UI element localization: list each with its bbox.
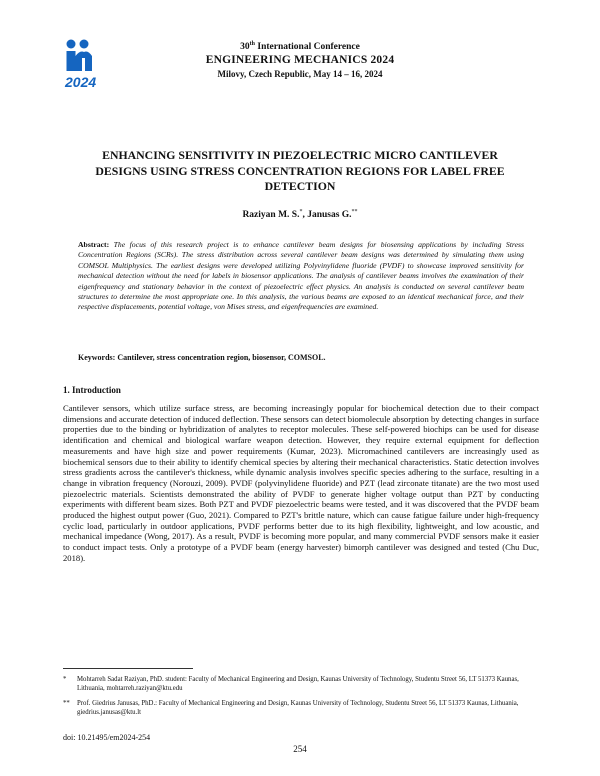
conference-edition: 30th International Conference [240, 41, 360, 53]
footnote [63, 675, 539, 693]
keywords: Keywords: Cantilever, stress concentration region, biosensor, COMSOL. [78, 353, 326, 362]
author-name: Janusas G. [307, 210, 352, 221]
abstract-text: The focus of this research project is to enhance cantilever beam designs for biosensing applications by including Stress Concentration Regions (SCRs). The stress distribution across several cantilever beam designs was determined by simulating them using COMSOL Multiphysics. The earliest designs were developed utilizing Polyvinylidene fluoride (PVDF) to showcase improved sensitivity for mechanical detection without the need for labels in biosensor applications. The analysis of cantilever beams involves the examination of their eigenfrequency and stationary behavior in the context of piezoelectric effect physics. An analysis is conducted on several cantilever beam structures to determine the most appropriate one. In this analysis, the various beams are exposed to an identical mechanical force, and their respective displacements, potential voltage, von Mises stress, and eigenfrequencies are examined. [78, 240, 524, 312]
author-name: Raziyan M. S. [242, 210, 300, 221]
paper-title: ENHANCING SENSITIVITY IN PIEZOELECTRIC MICRO CANTILEVER DESIGNS USING STRESS CONCENTRATION REGIONS FOR LABEL FREE DETECTION [95, 148, 505, 193]
abstract [78, 240, 524, 313]
section-heading: 1. Introduction [63, 385, 121, 395]
conference-place: Milovy, Czech Republic, May 14 – 16, 2024 [217, 69, 383, 80]
footnote-mark: ** [63, 700, 70, 707]
page-number: 254 [293, 744, 307, 754]
footnote [63, 699, 539, 717]
doi: doi: 10.21495/em2024-254 [63, 733, 151, 742]
author-mark: ** [351, 209, 358, 215]
section-body: Cantilever sensors, which utilize surface stress, are becoming increasingly popular for biochemical detection due to their compact dimensions and accurate detection of induced deflection. These sensors can detect biomolecule absorption by detecting changes in surface properties due to the binding or hybridization of analytes to receptor molecules. These self-powered biochips can be used for disease identification and chemical and biological warfare weapon detection. However, they require external equipment for deflection measurements and have high size and power requirements (Kumar, 2023). Micromachined cantilevers are increasingly used as biochemical sensors due to their ability to identify chemical species by altering their mechanical characteristics. Static detection involves stress gradients across the cantilever's thickness, while dynamic analysis involves specific species adhering to the surface, resulting in a change in vibration frequency (Norouzi, 2009). PVDF (polyvinylidene fluoride) and PZT (lead zirconate titanate) are the two most used piezoelectric materials. Scientists demonstrated the ability of PVDF to generate higher voltage output than PZT by conducting experiments with different beam sizes. Both PZT and PVDF piezoelectric beams were tested, and it was discovered that the PVDF beam produced the highest output power (Guo, 2021). Compared to PZT's brittle nature, which can cause fatigue failure under high-frequency cyclic load, particularly in outdoor applications, PVDF performs better due to its high flexibility, lightweight, and low acoustic, and mechanical impedance (Wong, 2017). As a result, PVDF is becoming more popular, and many commercial PVDF sensors make it easier to conduct impact tests. Only a prototype of a PVDF beam (energy harvester) bimorph cantilever was designed and tested (Chu Duc, 2018). [63, 403, 539, 563]
footnote-text: Mohtarreh Sadat Raziyan, PhD. student: Faculty of Mechanical Engineering and Design, Kaunas University of Technology, Studentu Street 56, LT 51373 Kaunas, Lithuania, mohtarreh.raziyan@ktu.edu [77, 676, 519, 692]
author-mark: * [299, 209, 303, 215]
conference-name: ENGINEERING MECHANICS 2024 [205, 54, 395, 67]
footnote-divider [63, 668, 193, 669]
conference-header [0, 38, 600, 80]
footnote-mark: * [63, 676, 67, 683]
logo-year: 2024 [65, 74, 97, 90]
author-list: Raziyan M. S.*, Janusas G.** [242, 209, 358, 221]
abstract-label: Abstract: [78, 240, 110, 249]
footnote-text: Prof. Giedrius Janusas, PhD.: Faculty of Mechanical Engineering and Design, Kaunas University of Technology, Studentu Street 56, LT 51373 Kaunas, Lithuania, giedrius.janusas@ktu.lt [77, 700, 519, 716]
